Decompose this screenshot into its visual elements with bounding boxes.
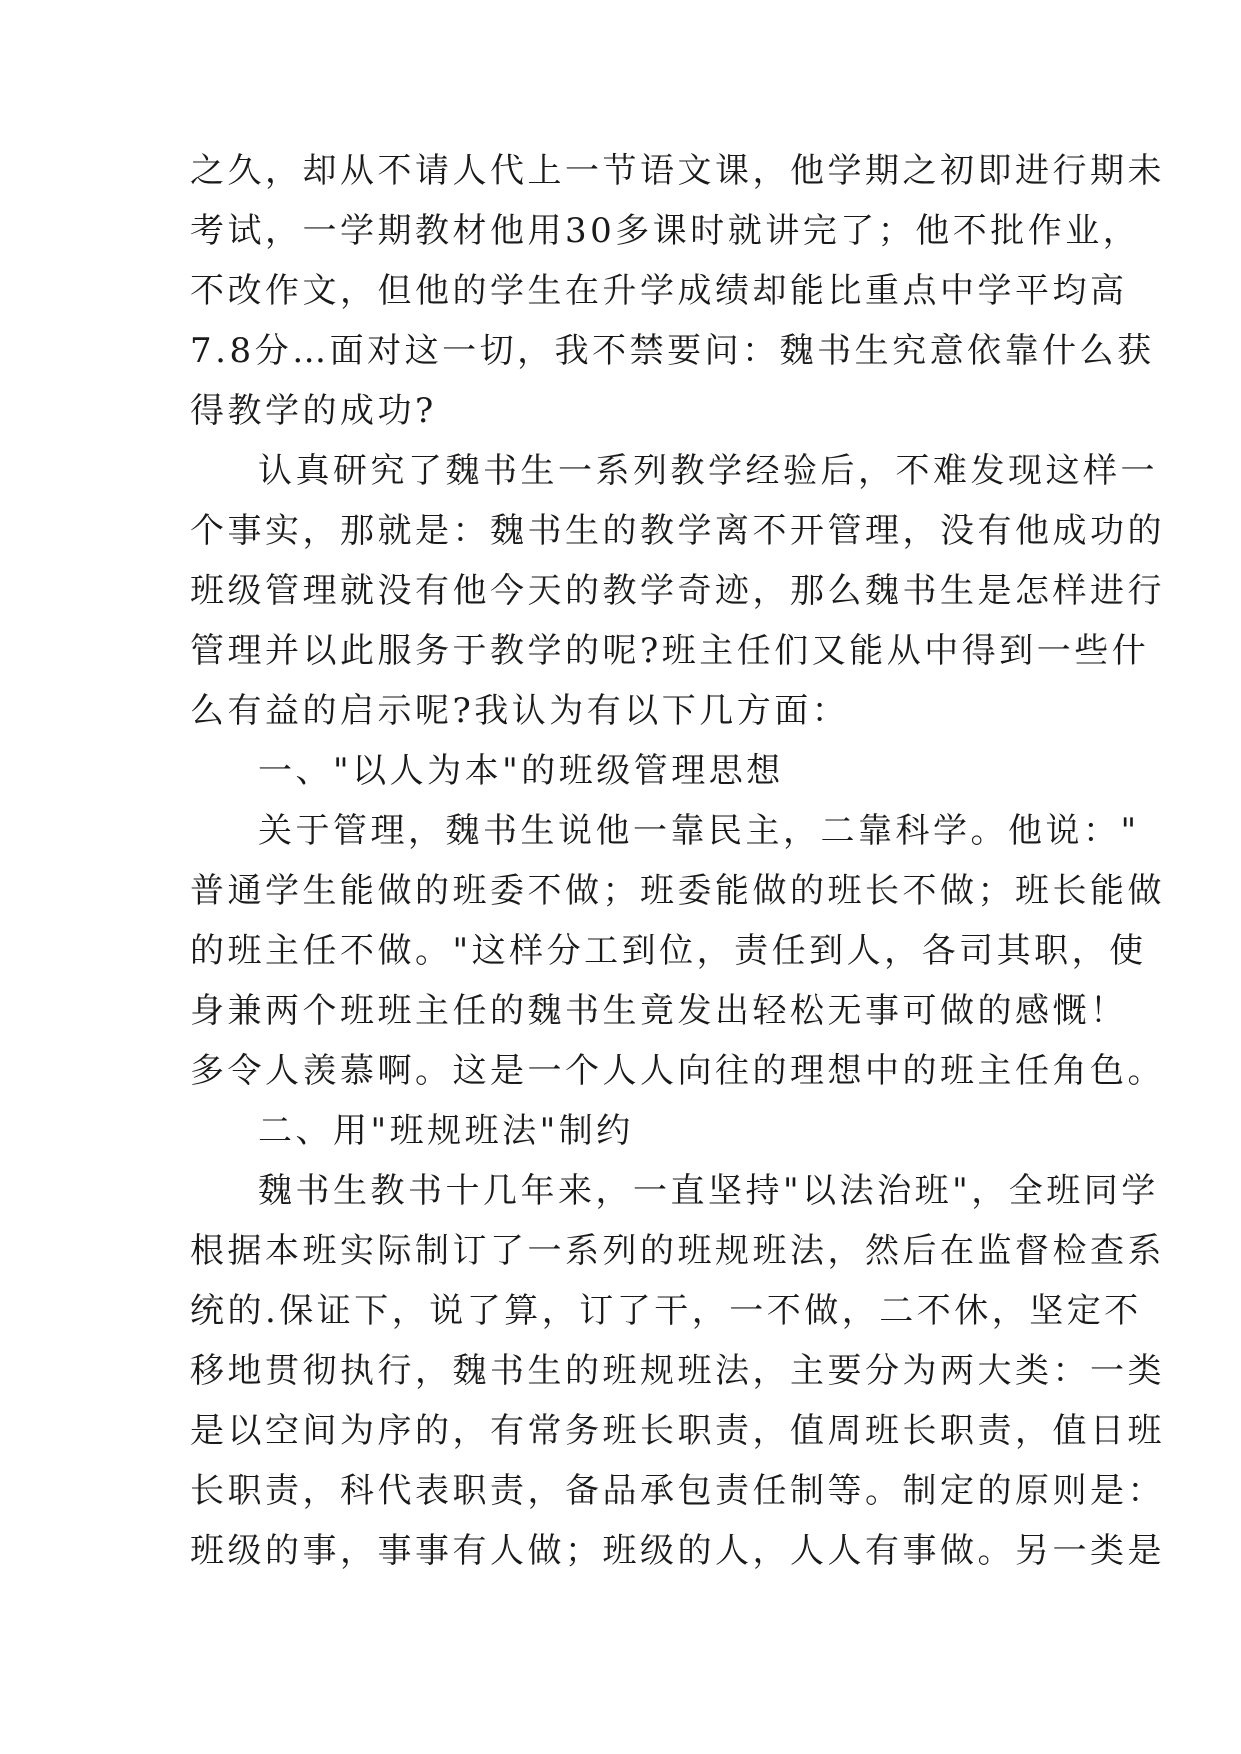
text-line: 之久，却从不请人代上一节语文课，他学期之初即进行期未 [190, 151, 1165, 191]
text-line: 是以空间为序的，有常务班长职责，值周班长职责，值日班 [190, 1411, 1165, 1451]
text-line: 得教学的成功? [190, 391, 437, 431]
text-line: 么有益的启示呢?我认为有以下几方面： [190, 691, 850, 731]
text-line: 普通学生能做的班委不做；班委能做的班长不做；班长能做 [190, 871, 1165, 911]
text-line: 身兼两个班班主任的魏书生竟发出轻松无事可做的感慨！ [190, 991, 1128, 1031]
text-line: 班级的事，事事有人做；班级的人，人人有事做。另一类是 [190, 1531, 1165, 1571]
text-line: 7.8分…面对这一切，我不禁要问：魏书生究意依靠什么获 [190, 331, 1155, 371]
paragraph-start-line: 魏书生教书十几年来，一直坚持"以法治班"，全班同学 [258, 1171, 1159, 1211]
text-line: 根据本班实际制订了一系列的班规班法，然后在监督检查系 [190, 1231, 1165, 1271]
text-line: 长职责，科代表职责，备品承包责任制等。制定的原则是： [190, 1471, 1165, 1511]
text-line: 班级管理就没有他今天的教学奇迹，那么魏书生是怎样进行 [190, 571, 1165, 611]
text-line: 考试，一学期教材他用30多课时就讲完了；他不批作业， [190, 211, 1141, 251]
text-line: 移地贯彻执行，魏书生的班规班法，主要分为两大类：一类 [190, 1351, 1165, 1391]
section-heading-2: 二、用"班规班法"制约 [258, 1111, 634, 1151]
text-line: 的班主任不做。"这样分工到位，责任到人，各司其职，使 [190, 931, 1147, 971]
text-line: 个事实，那就是：魏书生的教学离不开管理，没有他成功的 [190, 511, 1165, 551]
paragraph-start-line: 认真研究了魏书生一系列教学经验后，不难发现这样一 [258, 451, 1158, 491]
paragraph-start-line: 关于管理，魏书生说他一靠民主，二靠科学。他说：" [258, 811, 1140, 851]
text-line: 多令人羡慕啊。这是一个人人向往的理想中的班主任角色。 [190, 1051, 1165, 1091]
text-line: 统的.保证下，说了算，订了干，一不做，二不休，坚定不 [190, 1291, 1142, 1331]
text-line: 管理并以此服务于教学的呢?班主任们又能从中得到一些什 [190, 631, 1150, 671]
section-heading-1: 一、"以人为本"的班级管理思想 [258, 751, 784, 791]
text-line: 不改作文，但他的学生在升学成绩却能比重点中学平均高 [190, 271, 1128, 311]
